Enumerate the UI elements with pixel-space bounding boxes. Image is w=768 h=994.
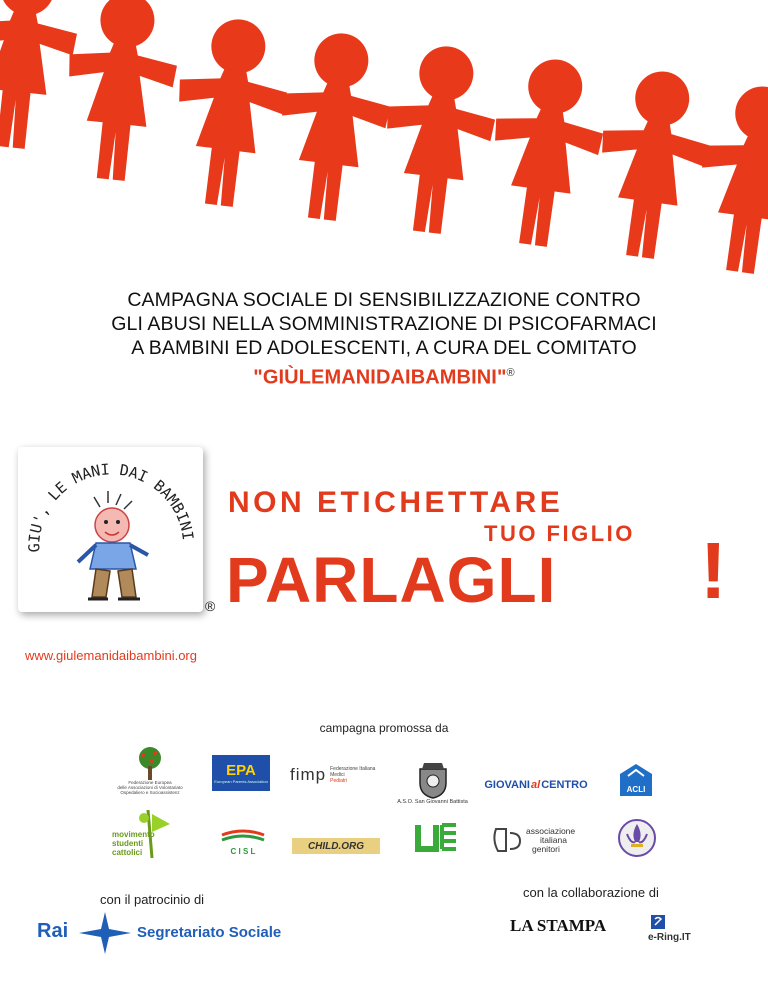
cisl-waves-icon [220,829,266,847]
la-stampa-logo: LA STAMPA [510,916,607,935]
headline-line-3: A BAMBINI ED ADOLESCENTI, A CURA DEL COMITATO [131,337,637,359]
ue-mark-icon [414,821,460,857]
federazione-line-2: delle Associazioni di Volontariato [117,784,183,790]
doll-2 [57,0,184,185]
ue-logo [412,820,462,858]
segretariato-text: Segretariato Sociale [137,924,282,941]
age-mark-icon [490,823,524,857]
age-line-1: associazione [526,825,576,836]
child-drawing-icon [18,447,203,612]
age-logo [490,822,590,858]
federazione-line-3: Ospedaliero e Socioassistenz [120,789,180,795]
slogan-main-word: PARLAGLI [226,544,557,616]
acli-text: ACLI [626,785,646,794]
ering-logo [644,914,704,948]
slogan-exclamation: ! [700,526,727,615]
giovani-al-text: al [531,779,541,791]
logo-registered-mark: ® [205,598,216,614]
committee-text: "GIÙLEMANIDAIBAMBINI" [253,366,507,389]
fimp-sub-1: Federazione Italiana [330,766,376,772]
committee-name [20,361,748,390]
doll-7 [586,64,719,264]
federazione-logo [105,740,195,800]
rai-star-icon [75,910,135,956]
collaboration-label: con la collaborazione di [523,885,659,900]
msc-line-2: studenti [112,839,144,848]
doll-figures [0,0,768,279]
fleur-de-lis-icon [617,818,657,858]
giovani-al-centro-logo [476,774,596,796]
campaign-logo [18,447,203,612]
epa-logo [212,755,270,791]
age-line-2: italiana [540,834,567,845]
doll-3 [165,13,295,212]
acli-logo [618,762,654,798]
doll-8 [686,79,768,279]
coat-of-arms-icon [416,761,450,799]
rai-text: Rai [37,920,69,942]
child-text: CHILD.ORG [307,840,365,852]
headline-line-2: GLI ABUSI NELLA SOMMINISTRAZIONE DI PSICOFARMACI [111,313,657,335]
rai-logo [37,910,297,956]
federazione-line-1: Federazione Europea [128,779,172,785]
centro-text: CENTRO [541,779,588,791]
slogan-line-2: TUO FIGLIO [484,521,635,546]
committee-registered-mark: ® [506,367,515,379]
paper-doll-chain [0,0,768,280]
aso-logo [385,758,480,808]
fimp-text: fimp [290,765,327,784]
cisl-logo [214,826,272,858]
fimp-logo [290,758,385,792]
ering-text: e-Ring.IT [648,932,691,943]
fimp-sub-3: Pediatri [330,778,348,784]
headline-line-1: CAMPAGNA SOCIALE DI SENSIBILIZZAZIONE CONTRO [127,289,641,311]
child-org-logo [292,838,380,854]
doll-5 [373,40,503,239]
doll-4 [268,27,398,226]
aso-text: A.S.O. San Giovanni Battista [397,799,468,805]
doll-6 [479,52,612,252]
epa-text: EPA [226,761,256,779]
scout-logo [617,818,657,858]
promoted-by-label: campagna promossa da [319,721,449,735]
ering-icon [650,914,674,930]
website-url[interactable]: www.giulemanidaibambini.org [25,648,197,663]
msc-line-1: movimento [112,830,155,839]
age-line-3: genitori [532,843,560,854]
patronage-label: con il patrocinio di [100,892,205,907]
logo-arc-text: GIU', LE MANI DAI BAMBINI [25,460,197,553]
msc-logo [108,808,188,866]
slogan-line-1: NON ETICHETTARE [228,486,564,519]
tree-icon [130,746,170,780]
cisl-text: C I S L [230,846,256,856]
doll-1 [0,0,84,153]
campaign-headline [20,288,748,390]
giovani-text: GIOVANI [484,779,530,791]
epa-subtext: European Parents Association [214,778,268,784]
fimp-sub-2: Medici [330,772,345,778]
msc-line-3: cattolici [112,848,143,857]
